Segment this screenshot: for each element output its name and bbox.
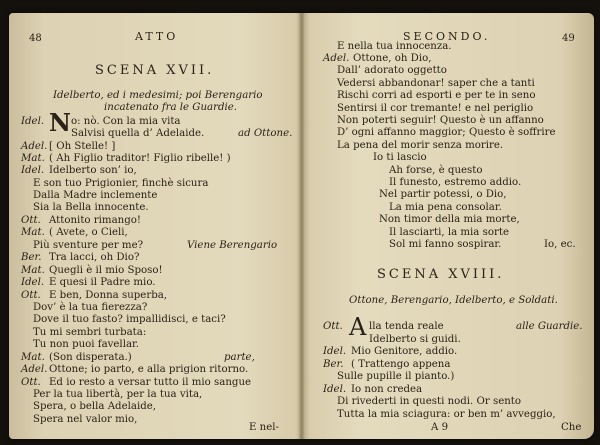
- verse-line: Dov’ è la tua fierezza?: [33, 302, 148, 313]
- verse-line: Vedersi abbandonar! saper che a tanti: [337, 78, 535, 89]
- verse-line: Tra lacci, oh Dio?: [49, 252, 140, 263]
- verse-line: Idelberto son’ io,: [49, 165, 137, 176]
- verse-line: Il funesto, estremo addio.: [389, 177, 522, 188]
- verse-line: Il lasciarti, la mia sorte: [389, 227, 509, 238]
- stage-direction: incatenato fra le Guardie.: [104, 102, 237, 113]
- verse-line: Più sventure per me?: [33, 240, 144, 251]
- stage-note: ad Ottone.: [238, 128, 293, 139]
- speaker: Mat.: [21, 153, 45, 164]
- verse-line: [ Oh Stelle! ]: [49, 141, 116, 152]
- verse-line: lla tenda reale: [369, 321, 444, 332]
- speaker: Mat.: [21, 227, 45, 238]
- left-page: [9, 13, 300, 439]
- verse-line: E son tuo Prigionier, finchè sicura: [33, 178, 209, 189]
- speaker: Ott.: [323, 321, 343, 332]
- speaker: Adel.: [21, 364, 48, 375]
- speaker: Idel.: [323, 384, 347, 395]
- right-page: [303, 13, 594, 439]
- verse-line: E quesi il Padre mio.: [49, 277, 156, 288]
- verse-line: Sulle pupille il pianto.): [337, 371, 455, 382]
- page-number: 49: [562, 33, 575, 44]
- speaker: Ott.: [21, 290, 41, 301]
- catchword: Che: [561, 422, 582, 433]
- verse-line: Io ti lascio: [373, 152, 427, 163]
- verse-line: Nel partir potessi, o Dio,: [379, 189, 507, 200]
- verse-line: E ben, Donna superba,: [49, 290, 168, 301]
- speaker: Adel.: [323, 53, 350, 64]
- verse-line: Sentirsi il cor tremante! e nel periglio: [337, 103, 534, 114]
- verse-line: Ottone, oh Dio,: [353, 53, 432, 64]
- stage-note: Viene Berengario: [187, 240, 278, 251]
- speaker: Adel.: [21, 141, 48, 152]
- catchword: E nel-: [249, 422, 279, 433]
- speaker: Ber.: [21, 252, 42, 263]
- verse-line: (Son disperata.): [49, 352, 132, 363]
- verse-line: Tu non puoi favellar.: [33, 339, 140, 350]
- running-head: SECONDO.: [403, 30, 491, 43]
- verse-line: Io non credea: [351, 384, 423, 395]
- speaker: Idel.: [323, 346, 347, 357]
- speaker: Idel.: [21, 277, 45, 288]
- stage-note: alle Guardie.: [516, 321, 583, 332]
- verse-line: Ottone; io parto, e alla prigion ritorno.: [49, 364, 249, 375]
- speaker: Idel.: [21, 116, 45, 127]
- running-head: ATTO: [135, 30, 179, 43]
- verse-line: Dalla Madre inclemente: [33, 190, 158, 201]
- verse-line: E nella tua innocenza.: [337, 41, 452, 52]
- verse-line: Ah forse, è questo: [389, 165, 483, 176]
- verse-line: Tu mi sembri turbata:: [33, 327, 147, 338]
- verse-line: ( Avete, o Cieli,: [49, 227, 128, 238]
- stage-direction: Ottone, Berengario, Idelberto, e Soldati.: [349, 295, 558, 306]
- verse-line: Sol mi fanno sospirar.: [389, 239, 502, 250]
- stage-note: Io, ec.: [544, 239, 576, 250]
- verse-line: Salvisi quella d’ Adelaide.: [71, 128, 205, 139]
- verse-line: Quegli è il mio Sposo!: [49, 265, 163, 276]
- book-spread: [9, 13, 594, 439]
- verse-line: Ed io resto a versar tutto il mio sangue: [49, 377, 252, 388]
- speaker: Mat.: [21, 352, 45, 363]
- stage-direction: Idelberto, ed i medesimi; poi Berengario: [53, 90, 263, 101]
- speaker: Idel.: [21, 165, 45, 176]
- verse-line: D’ ogni affanno maggior; Questo è soffrire: [337, 127, 556, 138]
- verse-line: Per la tua libertà, per la tua vita,: [33, 389, 203, 400]
- speaker: Ott.: [21, 377, 41, 388]
- verse-line: Dall’ adorato oggetto: [337, 65, 447, 76]
- verse-line: Mio Genitore, addio.: [351, 346, 458, 357]
- page-number: 48: [29, 33, 42, 44]
- verse-line: ( Trattengo appena: [351, 359, 451, 370]
- verse-line: Spera, o bella Adelaide,: [33, 401, 156, 412]
- scene-title: SCENA XVII.: [95, 63, 215, 78]
- verse-line: Non poterti seguir! Questo è un affanno: [337, 115, 544, 126]
- speaker: Mat.: [21, 265, 45, 276]
- verse-line: Tutta la mia sciagura: or ben m’ avveggio,: [337, 409, 556, 420]
- verse-line: Rischi corri ad esporti e per te in seno: [337, 90, 536, 101]
- verse-line: Di rivederti in questi nodi. Or sento: [337, 396, 522, 407]
- verse-line: La mia pena consolar.: [389, 202, 502, 213]
- verse-line: Attonito rimango!: [49, 215, 141, 226]
- verse-line: Idelberto si guidi.: [369, 334, 461, 345]
- drop-cap: A: [349, 313, 367, 341]
- verse-line: o: nò. Con la mia vita: [71, 116, 181, 127]
- verse-line: La pena del morir senza morire.: [337, 140, 504, 151]
- speaker: Ott.: [21, 215, 41, 226]
- verse-line: Non timor della mia morte,: [379, 214, 520, 225]
- scene-title: SCENA XVIII.: [377, 267, 505, 282]
- verse-line: Sia la Bella innocente.: [33, 202, 149, 213]
- signature-mark: A 9: [431, 422, 449, 433]
- verse-line: Dove il tuo fasto? impallidisci, e taci?: [33, 314, 226, 325]
- verse-line: Spera nel valor mio,: [33, 414, 138, 425]
- drop-cap: N: [49, 108, 71, 137]
- speaker: Ber.: [323, 359, 344, 370]
- stage-note: parte,: [224, 352, 255, 363]
- verse-line: ( Ah Figlio traditor! Figlio ribelle! ): [49, 153, 231, 164]
